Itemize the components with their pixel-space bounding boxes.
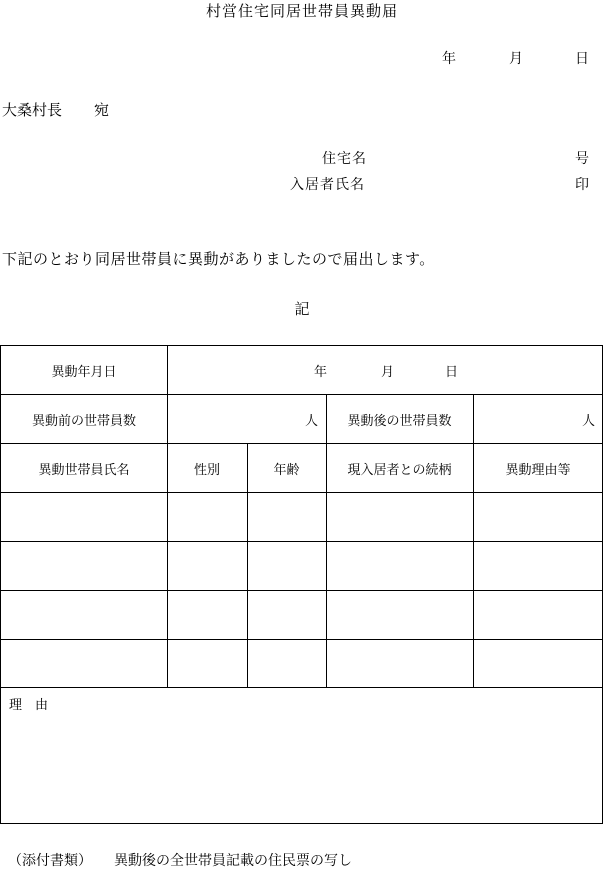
table-row — [1, 639, 602, 687]
table-divider — [1, 394, 602, 395]
addressee-name: 大桑村長 — [2, 101, 63, 119]
date-month-label: 月 — [509, 51, 523, 67]
document-title: 村営住宅同居世帯員異動届 — [205, 2, 398, 20]
tenant-name-label: 入居者氏名 — [290, 177, 365, 193]
reason-label: 理 由 — [9, 698, 49, 713]
header-gender: 性別 — [193, 463, 220, 478]
after-count-unit: 人 — [582, 414, 596, 429]
table-row — [1, 541, 602, 590]
change-date-month-label: 月 — [381, 365, 395, 380]
change-notification-table — [0, 345, 603, 824]
change-date-label: 異動年月日 — [51, 365, 117, 380]
header-change-reason: 異動理由等 — [505, 463, 571, 478]
housing-number-suffix: 号 — [575, 151, 589, 167]
addressee-honorific: 宛 — [94, 101, 110, 119]
change-date-year-label: 年 — [314, 365, 328, 380]
housing-name-label: 住宅名 — [322, 151, 367, 167]
attachment-note — [8, 850, 352, 870]
seal-mark: 印 — [575, 177, 589, 193]
attachment-text: 異動後の全世帯員記載の住民票の写し — [114, 853, 352, 869]
table-divider — [1, 687, 602, 688]
header-member-name: 異動世帯員氏名 — [38, 463, 130, 478]
submission-date — [0, 48, 604, 68]
attachment-label: （添付書類） — [8, 853, 92, 869]
date-day-label: 日 — [575, 51, 589, 67]
ki-heading: 記 — [294, 300, 310, 318]
addressee — [2, 99, 109, 120]
before-count-label: 異動前の世帯員数 — [31, 414, 136, 429]
header-relationship: 現入居者との続柄 — [347, 463, 452, 478]
change-date-day-label: 日 — [445, 365, 459, 380]
table-row — [1, 590, 602, 639]
after-count-label: 異動後の世帯員数 — [347, 414, 452, 429]
table-divider — [1, 492, 602, 493]
header-age: 年齢 — [273, 463, 300, 478]
statement-text: 下記のとおり同居世帯員に異動がありましたので届出します。 — [2, 250, 435, 268]
table-divider — [1, 443, 602, 444]
before-count-unit: 人 — [305, 414, 319, 429]
date-year-label: 年 — [442, 51, 456, 67]
